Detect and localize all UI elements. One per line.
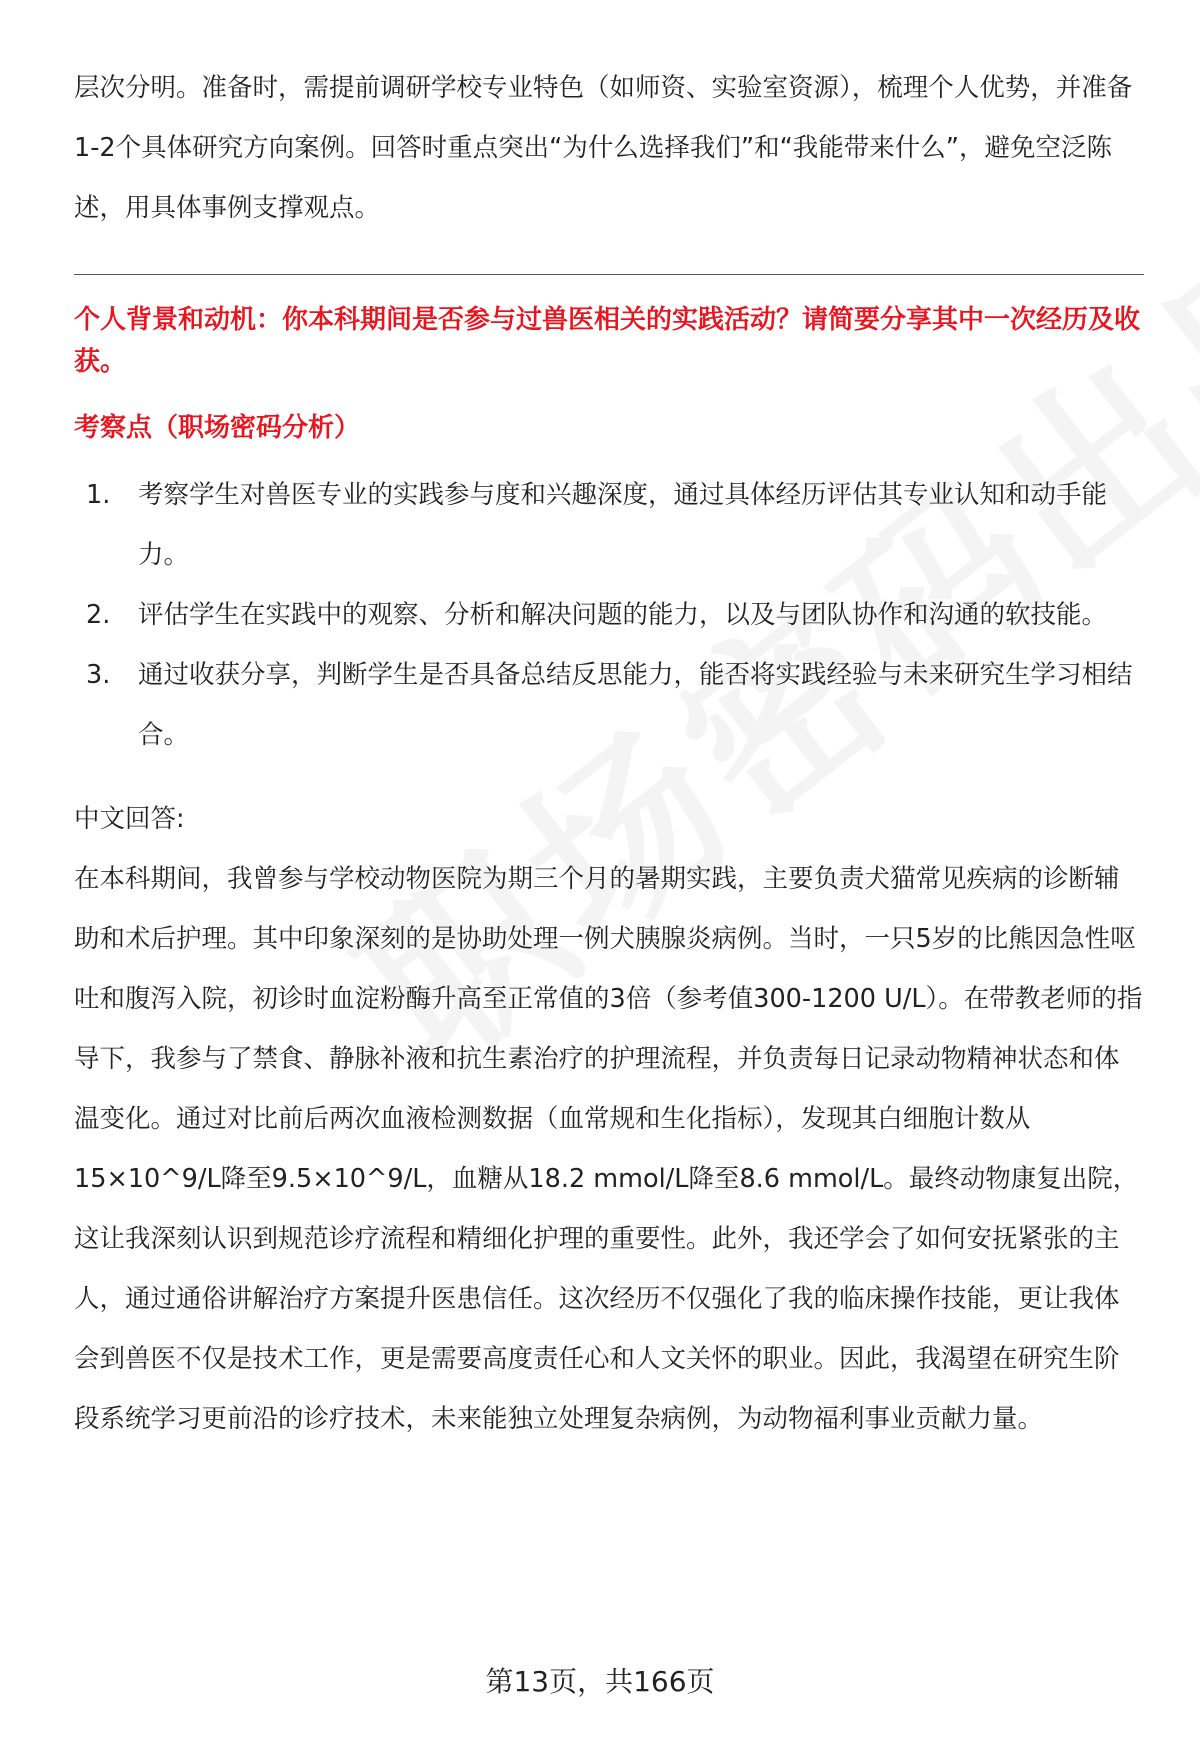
list-item-text: 通过收获分享，判断学生是否具备总结反思能力，能否将实践经验与未来研究生学习相结合。 xyxy=(138,660,1133,750)
answer-text: 在本科期间，我曾参与学校动物医院为期三个月的暑期实践，主要负责犬猫常见疾病的诊断辅助和术后护理。其中印象深刻的是协助处理一例犬胰腺炎病例。当时，一只5岁的比熊因急性呕吐和腹泻入院，初诊时血淀粉酶升高至正常值的3倍（参考值300-1200 U/L）。在带教老师的指导下，我参与了禁食、静脉补液和抗生素治疗的护理流程，并负责每日记录动物精神状态和体温变化。通过对比前后两次血液检测数据（血常规和生化指标），发现其白细胞计数从15×10^9/L降至9.5×10^9/L，血糖从18.2 mmol/L降至8.6 mmol/L。最终动物康复出院，这让我深刻认识到规范诊疗流程和精细化护理的重要性。此外，我还学会了如何安抚紧张的主人，通过通俗讲解治疗方案提升医患信任。这次经历不仅强化了我的临床操作技能，更让我体会到兽医不仅是技术工作，更是需要高度责任心和人文关怀的职业。因此，我渴望在研究生阶段系统学习更前沿的诊疗技术，未来能独立处理复杂病例，为动物福利事业贡献力量。 xyxy=(74,864,1143,1434)
assessment-points-list xyxy=(74,465,1144,765)
list-item xyxy=(74,645,1144,765)
list-item xyxy=(74,465,1144,585)
intro-paragraph: 层次分明。准备时，需提前调研学校专业特色（如师资、实验室资源），梳理个人优势，并准备1-2个具体研究方向案例。回答时重点突出“为什么选择我们”和“我能带来什么”，避免空泛陈述，用具体事例支撑观点。 xyxy=(74,73,1133,223)
document-page xyxy=(74,58,1144,1449)
section-title: 考察点（职场密码分析） xyxy=(74,413,361,443)
list-item-text: 评估学生在实践中的观察、分析和解决问题的能力，以及与团队协作和沟通的软技能。 xyxy=(138,600,1108,630)
page-number-footer: 第13页，共166页 xyxy=(485,1665,715,1698)
list-item-number: 2. xyxy=(86,600,111,630)
list-item-number: 1. xyxy=(86,480,111,510)
list-item-number: 3. xyxy=(86,660,111,690)
interview-question: 个人背景和动机：你本科期间是否参与过兽医相关的实践活动？请简要分享其中一次经历及收获。 xyxy=(74,305,1141,377)
list-item xyxy=(74,585,1144,645)
list-item-text: 考察学生对兽医专业的实践参与度和兴趣深度，通过具体经历评估其专业认知和动手能力。 xyxy=(138,480,1108,570)
section-divider xyxy=(74,274,1144,275)
answer-label: 中文回答: xyxy=(74,804,185,834)
